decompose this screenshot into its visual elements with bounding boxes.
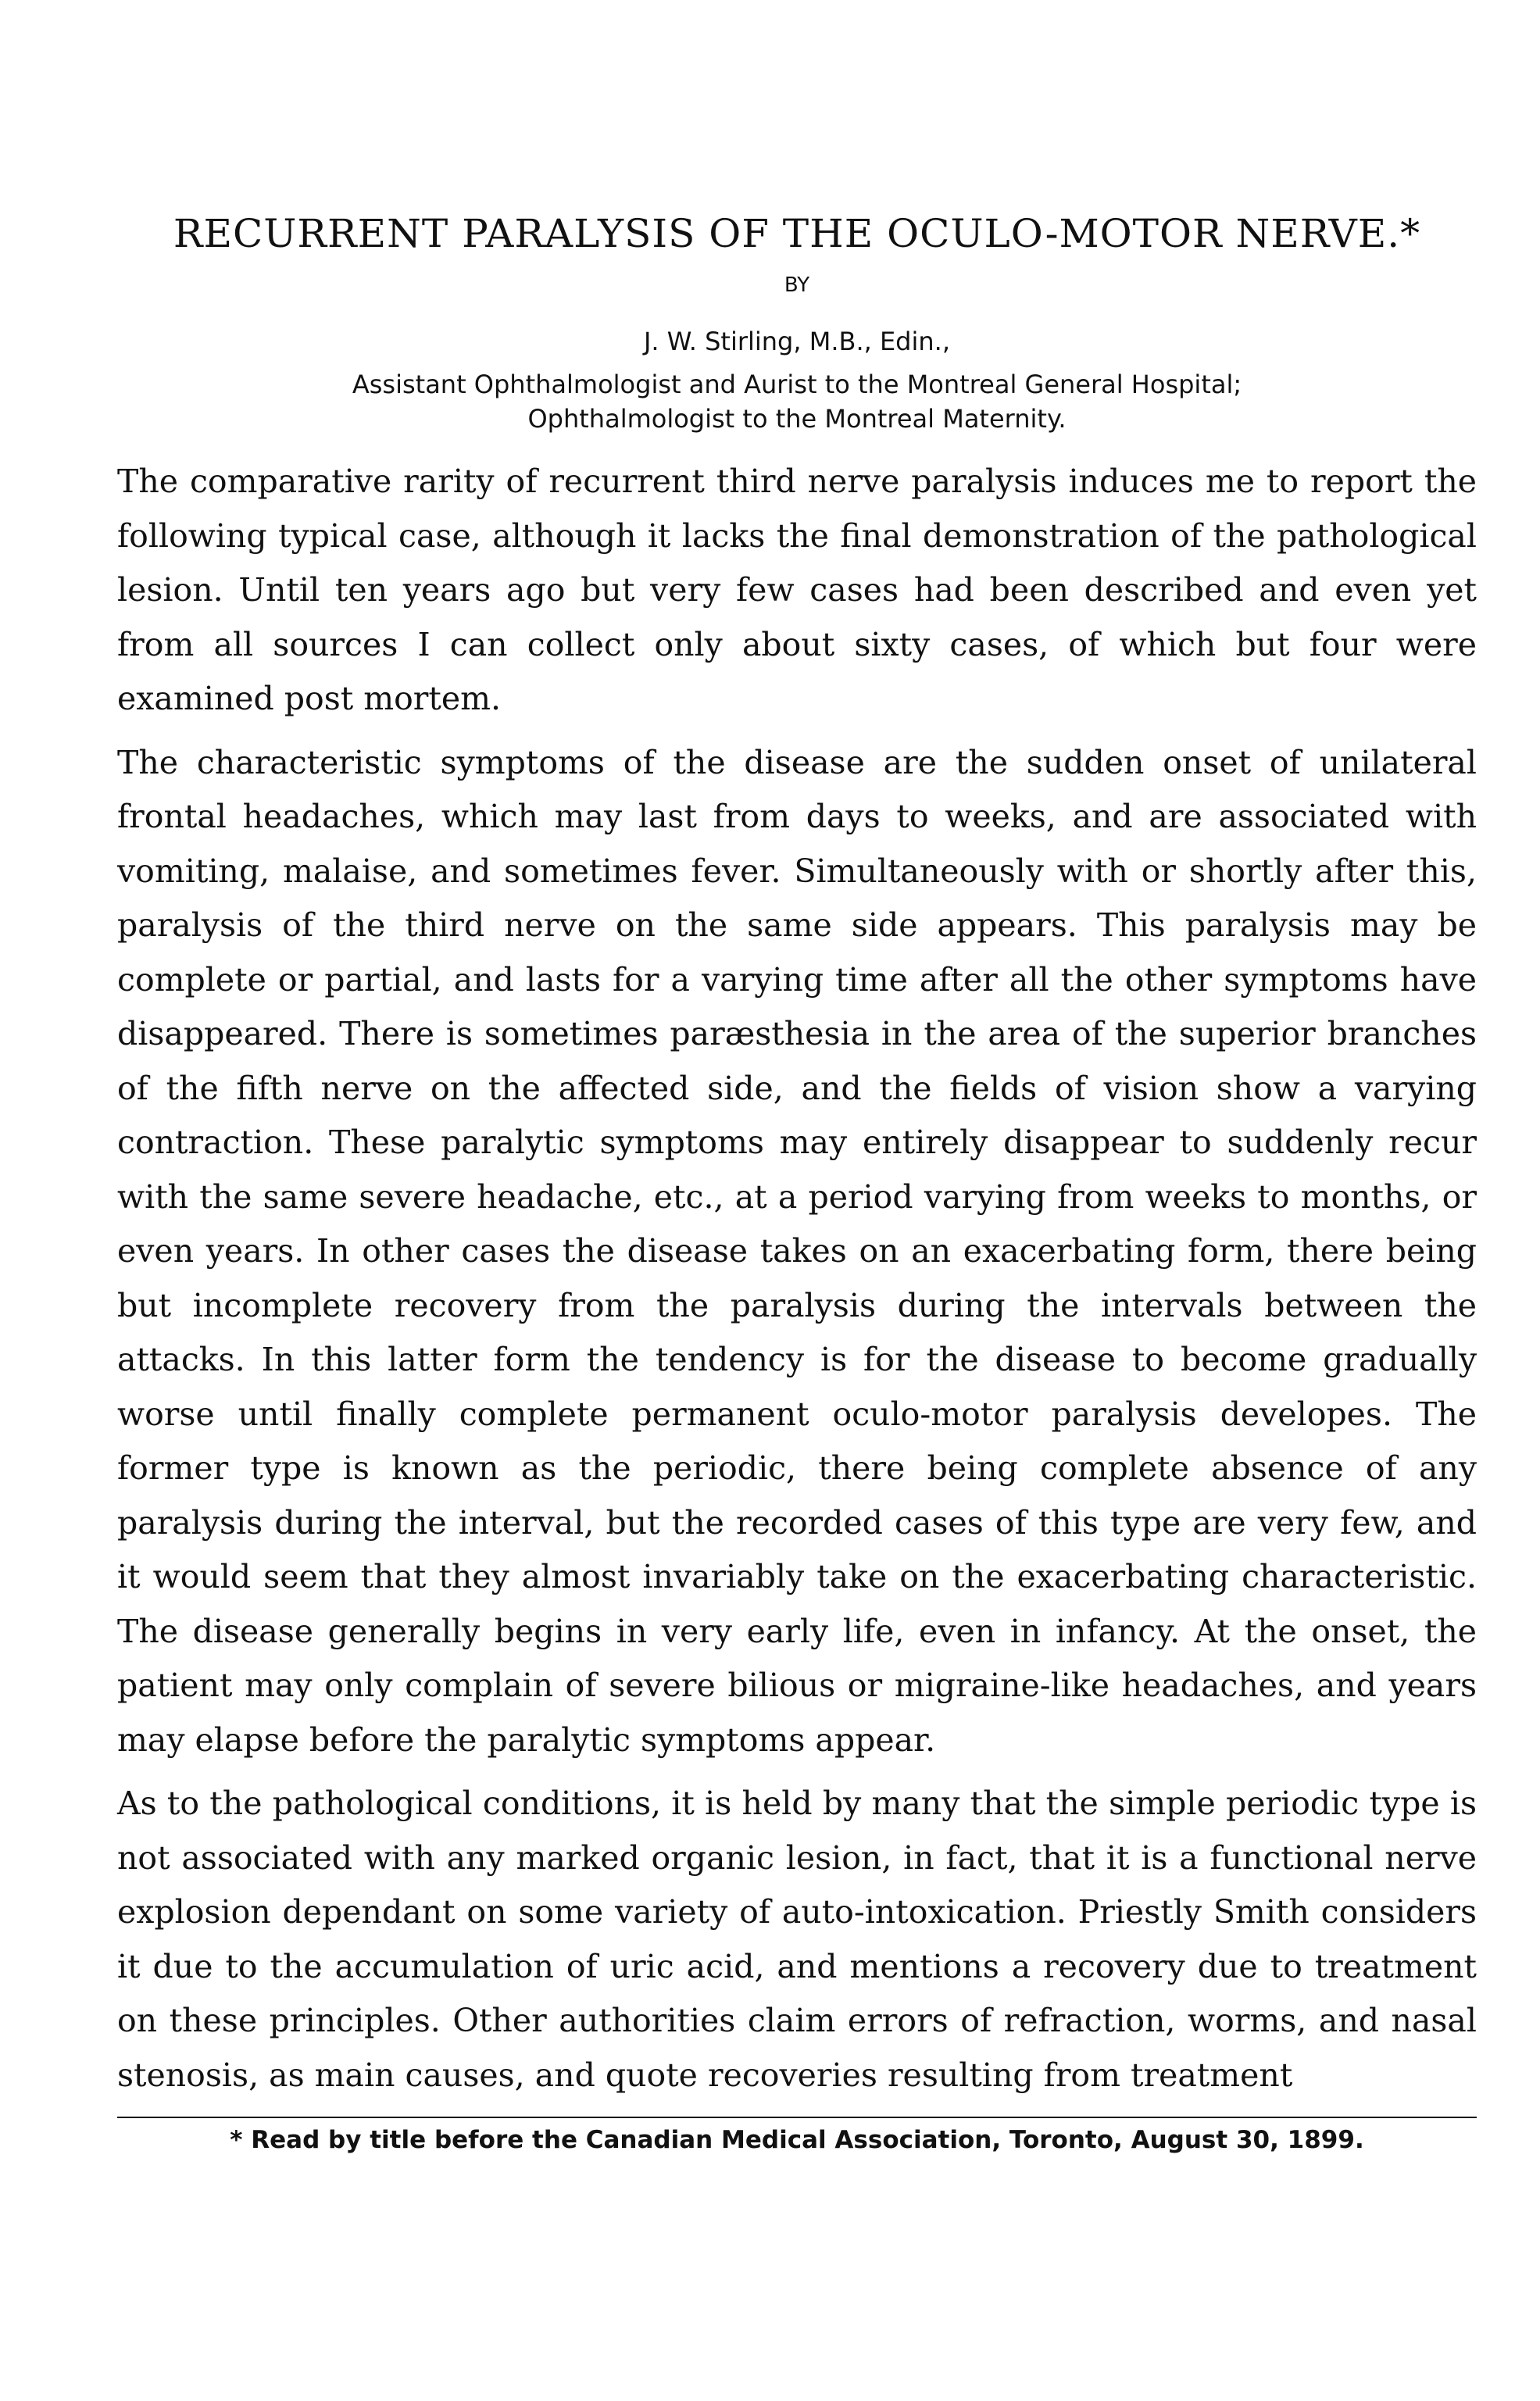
article-title: RECURRENT PARALYSIS OF THE OCULO-MOTOR NERVE.* [173,211,1421,256]
paragraph-3: As to the pathological conditions, it is held by many that the simple periodic type is not associated with any marked organic lesion, in fact, that it is a functional nerve explosion dependant on some variety of auto-intoxication. Priestly Smith considers it due to the accumulation of uric acid, and mentions a recovery due to treatment on these principles. Other authorities claim errors of refraction, worms, and nasal stenosis, as main causes, and quote recoveries resulting from treatment [117,1785,1477,2094]
footnote-rule [117,2117,1477,2118]
footnote: * Read by title before the Canadian Medical Association, Toronto, August 30, 1899. [230,2126,1364,2154]
affiliation-line-2: Ophthalmologist to the Montreal Maternity. [527,404,1067,434]
author-name: J. W. Stirling, M.B., Edin., [643,327,950,356]
paragraph-2: The characteristic symptoms of the disease are the sudden onset of unilateral frontal headaches, which may last from days to weeks, and are associated with vomiting, malaise, and sometimes fever. Simultaneously with or shortly after this, paralysis of the third nerve on the same side appears. This paralysis may be complete or partial, and lasts for a varying time after all the other symptoms have disappeared. There is sometimes paræsthesia in the area of the superior branches of the fifth nerve on the affected side, and the fields of vision show a varying contraction. These paralytic symptoms may entirely disappear to suddenly recur with the same severe headache, etc., at a period varying from weeks to months, or even years. In other cases the disease takes on an exacerbating form, there being but incomplete recovery from the paralysis during the intervals between the attacks. In this latter form the tendency is for the disease to become gradually worse until finally complete permanent oculo-motor paralysis developes. The former type is known as the periodic, there being complete absence of any paralysis during the interval, but the recorded cases of this type are very few, and it would seem that they almost invariably take on the exacerbating characteristic. The disease generally begins in very early life, even in infancy. At the onset, the patient may only complain of severe bilious or migraine-like headaches, and years may elapse before the paralytic symptoms appear. [117,743,1477,1759]
author-affiliation [117,367,1477,436]
document-page [117,211,1477,2154]
affiliation-line-1: Assistant Ophthalmologist and Aurist to the Montreal General Hospital; [352,370,1242,399]
byline: BY [784,273,810,297]
paragraph-1: The comparative rarity of recurrent third nerve paralysis induces me to report the following typical case, although it lacks the final demonstration of the pathological lesion. Until ten years ago but very few cases had been described and even yet from all sources I can collect only about sixty cases, of which but four were examined post mortem. [117,463,1477,717]
